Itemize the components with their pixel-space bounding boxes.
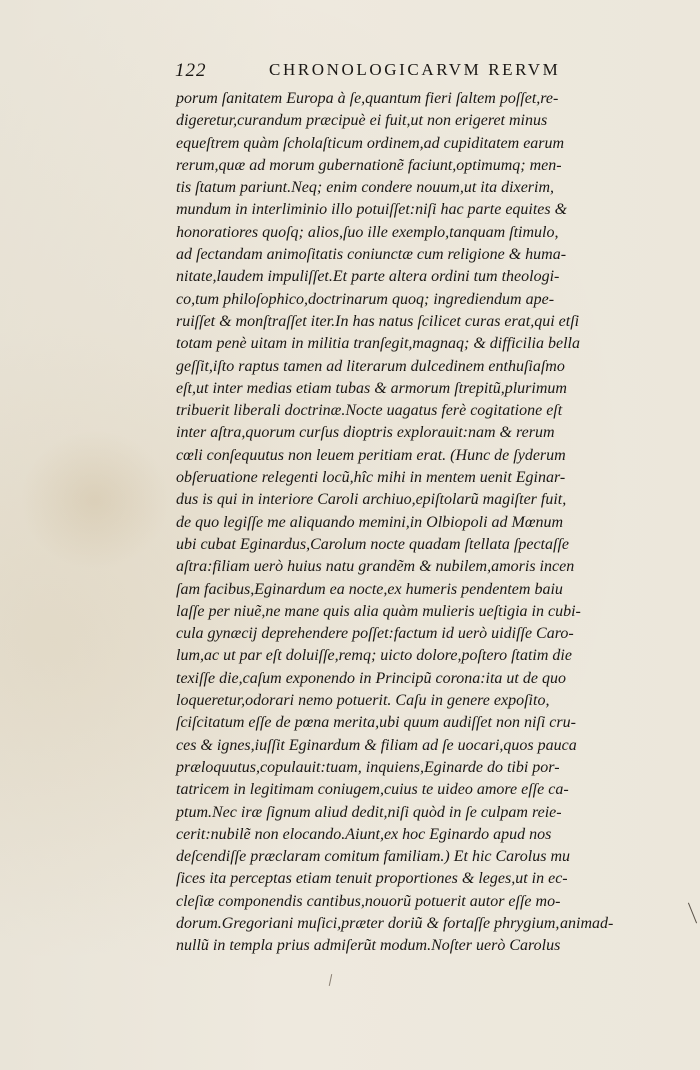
text-block [176,88,656,958]
text-line: mundum in interliminio illo potuiſſet:niſi hac parte equites & [176,201,568,219]
text-line: de quo legiſſe me aliquando memini,in Olbiopoli ad Mœnum [176,513,564,531]
text-line: ſam facibus,Eginardum ea nocte,ex humeris pendentem baiu [176,580,563,598]
text-line: tatricem in legitimam coniugem,cuius te uideo amore eſſe ca- [176,781,569,799]
text-line: laſſe per niuẽ,ne mane quis alia quàm mulieris ueſtigia in cubi- [176,602,581,620]
text-line: obſeruatione relegenti locũ,hîc mihi in mentem uenit Eginar- [176,469,566,487]
text-line: cleſiæ componendis cantibus,nouorũ potuerit autor eſſe mo- [176,892,561,910]
text-line: ruiſſet & monſtraſſet iter.In has natus ſcilicet curas erat,qui etſi [176,312,580,330]
text-line: ptum.Nec iræ ſignum aliud dedit,niſi quòd in ſe culpam reie- [176,803,562,821]
text-line: inter aſtra,quorum curſus dioptris explorauit:nam & rerum [176,424,555,442]
margin-mark [329,974,332,986]
paper-stain [20,430,170,570]
running-head: CHRONOLOGICARVM RERVM [269,60,561,79]
text-line: cula gynæcij deprehendere poſſet:factum id uerò uidiſſe Caro- [176,625,574,643]
text-line: ſciſcitatum eſſe de pœna merita,ubi quum audiſſet non niſi cru- [176,714,576,732]
text-line: cerit:nubilẽ non elocando.Aiunt,ex hoc Eginardo apud nos [176,825,552,843]
text-line: honoratiores quoſq; alios,ſuo ille exemplo,tanquam ſtimulo, [176,223,559,241]
text-line: ces & ignes,iuſſit Eginardum & filiam ad ſe uocari,quos pauca [176,736,577,754]
text-line: nullũ in templa prius admiſerũt modum.Noſter uerò Carolus [176,937,561,955]
text-line: tis ſtatum pariunt.Neq; enim condere nouum,ut ita dixerim, [176,179,555,197]
text-line: geſſit,iſto raptus tamen ad literarum dulcedinem enthuſiaſmo [176,357,565,375]
text-line: digeretur,curandum præcipuè ei fuit,ut non erigeret minus [176,112,548,130]
text-line: rerum,quæ ad morum gubernationẽ faciunt,optimumq; men- [176,156,562,174]
text-line: texiſſe die,caſum exponendo in Principũ corona:ita ut de quo [176,669,566,687]
text-line: totam penè uitam in militia tranſegit,magnaq; & difficilia bella [176,335,580,353]
text-line: ſices ita perceptas etiam tenuit proportiones & leges,ut in ec- [176,870,568,888]
text-line: ad ſectandam animoſitatis coniunctæ cum religione & huma- [176,246,567,264]
text-line: præloquutus,copulauit:tuam, inquiens,Eginarde do tibi por- [176,758,560,776]
text-line: dus is qui in interiore Caroli archiuo,epiſtolarũ magiſter fuit, [176,491,567,509]
text-line: nitate,laudem impuliſſet.Et parte altera ordini tum theologi- [176,268,560,286]
text-line: eſt,ut inter medias etiam tubas & armorum ſtrepitũ,plurimum [176,379,567,397]
text-line: cœli conſequutus non leuem peritiam erat. (Hunc de ſyderum [176,446,566,464]
text-line: tribuerit liberali doctrinæ.Nocte uagatus ferè cogitatione eſt [176,402,563,420]
text-line: deſcendiſſe præclaram comitum familiam.) Et hic Carolus mu [176,848,571,866]
text-line: porum ſanitatem Europa à ſe,quantum fieri ſaltem poſſet,re- [176,90,559,107]
text-line: loqueretur,odorari nemo potuerit. Caſu in genere expoſito, [176,692,550,710]
text-line: dorum.Gregoriani muſici,præter doriũ & fortaſſe phrygium, [176,914,560,932]
margin-mark [688,903,697,924]
page-header [175,58,655,88]
text-line: co,tum philoſophico,doctrinarum quoq; ingrediendum ape- [176,290,555,308]
text-line: lum,ac ut par eſt doluiſſe,remq; uicto dolore,poſtero ſtatim die [176,647,572,665]
text-line: ubi cubat Eginardus,Carolum nocte quadam ſtellata ſpectaſſe [176,535,569,553]
text-line: aſtra:filiam uerò huius natu grandẽm & nubilem,amoris incen [176,558,575,576]
text-line: equeſtrem quàm ſcholaſticum ordinem,ad cupiditatem earum [176,134,565,152]
catchword: animad- [560,915,614,932]
page-number: 122 [175,60,207,81]
